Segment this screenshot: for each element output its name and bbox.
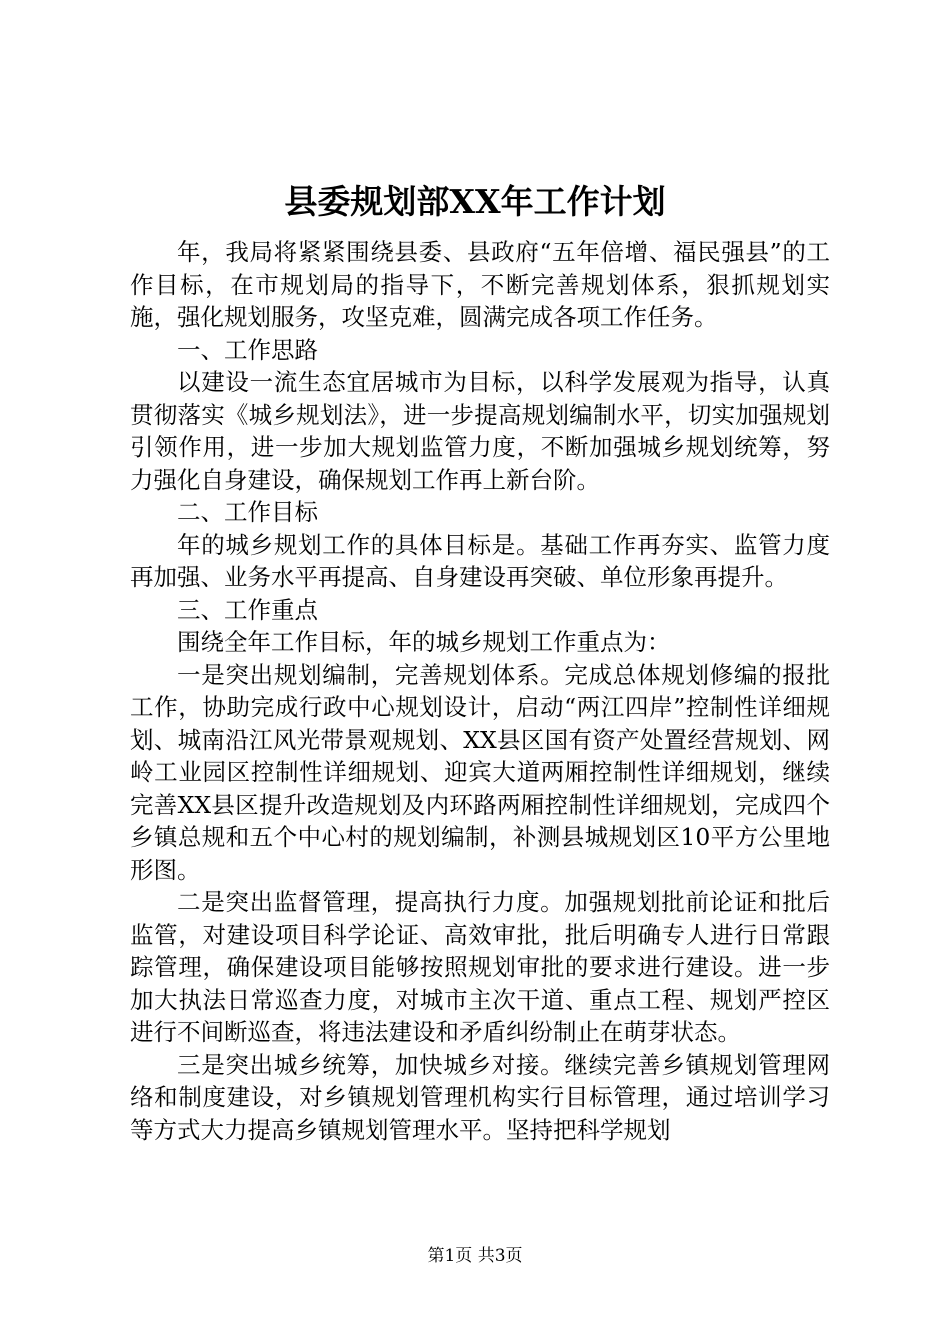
page-footer: 第1页 共3页	[427, 1246, 523, 1266]
paragraph-intro: 年，我局将紧紧围绕县委、县政府“五年倍增、福民强县”的工作目标，在市规划局的指导下，不断完善规划体系，狠抓规划实施，强化规划服务，攻坚克难，圆满完成各项工作任务。	[130, 238, 830, 331]
document-title: 县委规划部XX年工作计划	[284, 182, 666, 221]
paragraph-work-focus-intro: 围绕全年工作目标，年的城乡规划工作重点为：	[177, 628, 671, 656]
paragraph-work-approach: 以建设一流生态宜居城市为目标，以科学发展观为指导，认真贯彻落实《城乡规划法》，进一步提高规划编制水平，切实加强规划引领作用，进一步加大规划监管力度，不断加强城乡规划统筹，努力强化自身建设，确保规划工作再上新台阶。	[130, 368, 830, 494]
paragraph-focus-urban-rural: 三是突出城乡统筹，加快城乡对接。继续完善乡镇规划管理网络和制度建设，对乡镇规划管理机构实行目标管理，通过培训学习等方式大力提高乡镇规划管理水平。坚持把科学规划	[130, 1050, 830, 1144]
section-heading-work-focus: 三、工作重点	[177, 595, 318, 624]
section-heading-work-goals: 二、工作目标	[177, 498, 318, 526]
paragraph-focus-planning: 一是突出规划编制，完善规划体系。完成总体规划修编的报批工作，协助完成行政中心规划设计，启动“两江四岸”控制性详细规划、城南沿江风光带景观规划、XX县区国有资产处置经营规划、网岭工业园区控制性详细规划、迎宾大道两厢控制性详细规划，继续完善XX县区提升改造规划及内环路两厢控制性详细规划，完成四个乡镇总规和五个中心村的规划编制，补测县城规划区10平方公里地形图。	[130, 660, 830, 884]
paragraph-focus-supervision: 二是突出监督管理，提高执行力度。加强规划批前论证和批后监管，对建设项目科学论证、高效审批，批后明确专人进行日常跟踪管理，确保建设项目能够按照规划审批的要求进行建设。进一步加大执法日常巡查力度，对城市主次干道、重点工程、规划严控区进行不间断巡查，将违法建设和矛盾纠纷制止在萌芽状态。	[130, 888, 830, 1046]
section-heading-work-approach: 一、工作思路	[177, 335, 318, 364]
paragraph-work-goals: 年的城乡规划工作的具体目标是。基础工作再夯实、监管力度再加强、业务水平再提高、自身建设再突破、单位形象再提升。	[130, 530, 830, 591]
document-body	[130, 236, 830, 1146]
